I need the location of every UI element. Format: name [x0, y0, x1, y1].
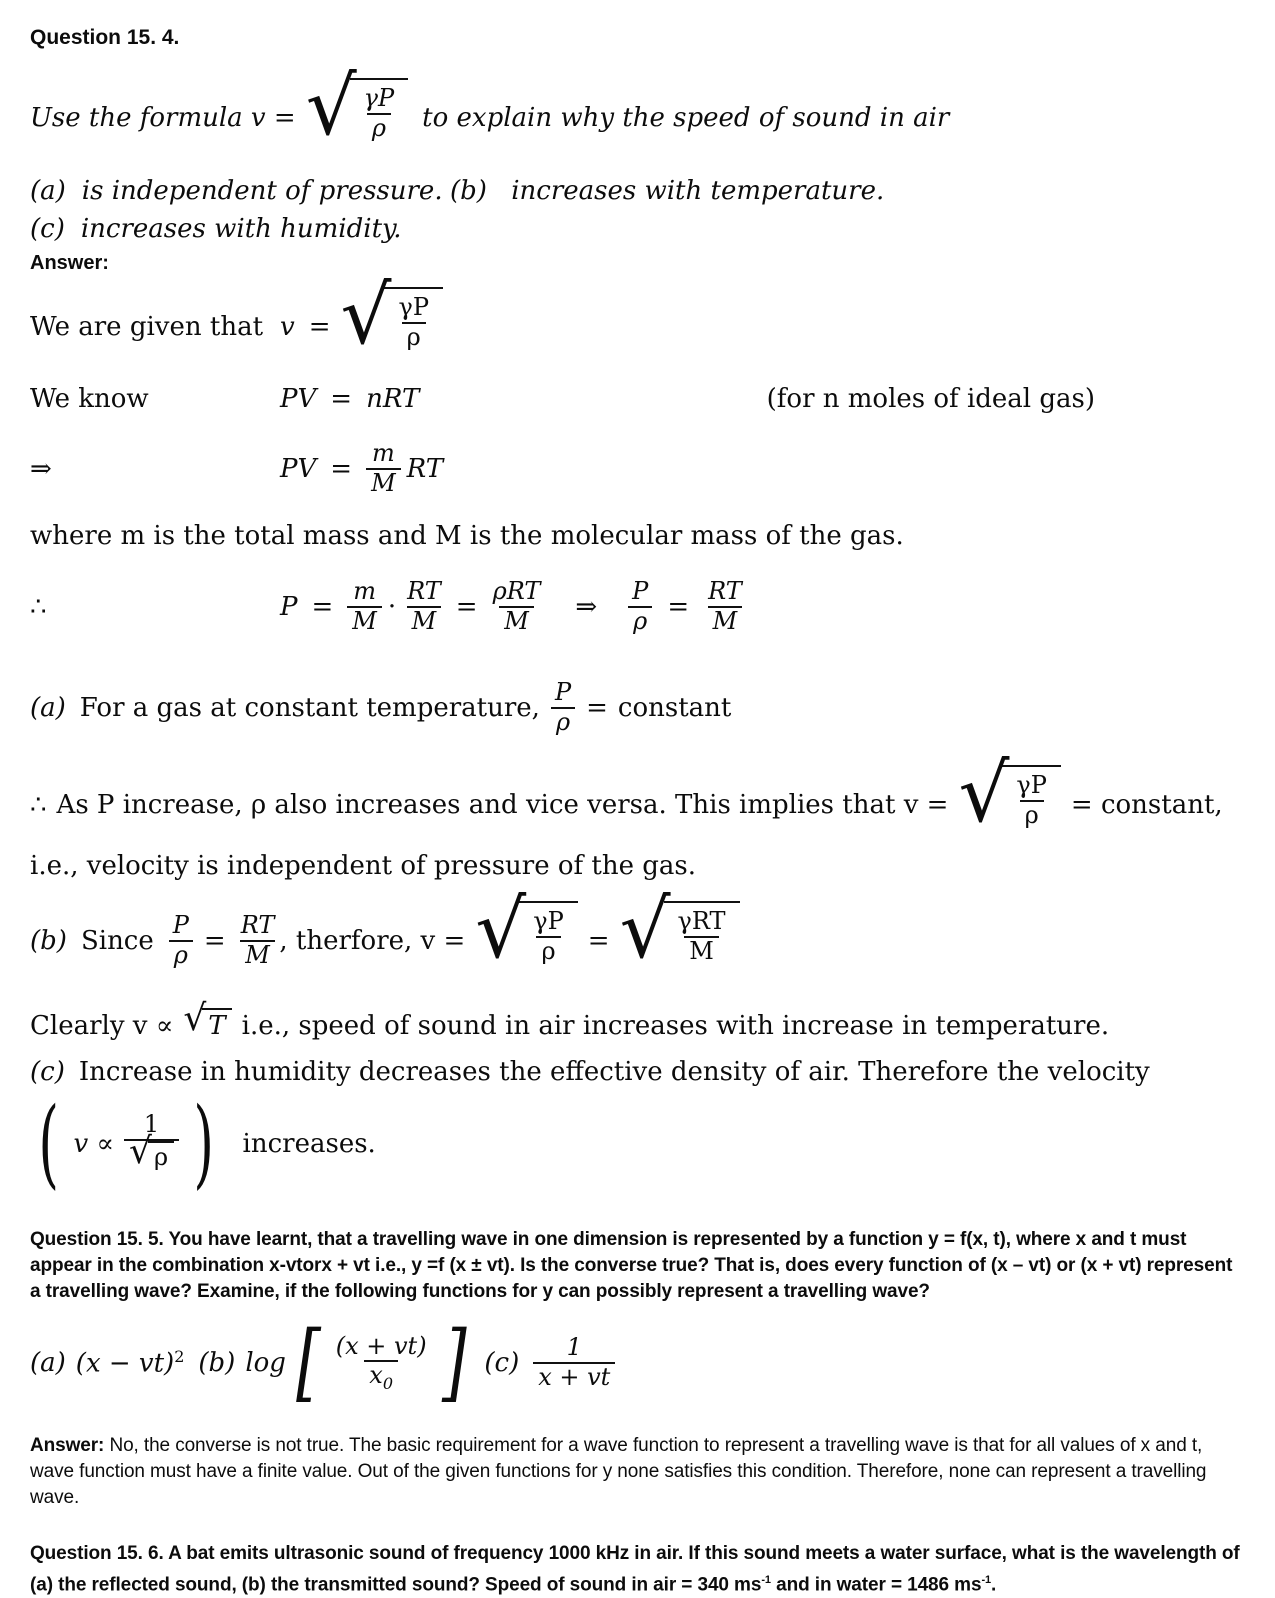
frac-num: RT: [407, 577, 441, 606]
frac-den: ρ: [367, 113, 391, 143]
part-b-since: Since: [80, 926, 154, 956]
part-c-label: (c): [30, 1057, 65, 1087]
tf-dot: ·: [387, 592, 397, 622]
part-b-eq1: =: [203, 926, 226, 956]
vp-post: increases.: [242, 1129, 376, 1159]
sqrt-gamma-p-over-rho: [340, 269, 443, 367]
radical-icon: √: [129, 1130, 152, 1172]
frac-num: γP: [363, 84, 395, 112]
func-a-base: (x − vt): [75, 1348, 175, 1379]
radical-icon: √: [475, 883, 527, 976]
frac-den: ρ: [536, 936, 560, 966]
part-b-mid: , therfore, v =: [279, 926, 466, 956]
frac-num: RT: [708, 577, 742, 606]
know-rhs: nRT: [366, 384, 420, 414]
sqrt-T: [183, 998, 231, 1044]
frac-num: γP: [1016, 771, 1047, 799]
open-paren-icon: (: [38, 1087, 60, 1200]
sqrt-rho: [129, 1130, 174, 1177]
q4-option-c: [30, 214, 1245, 244]
q4-know-row: [30, 377, 1245, 421]
implies-arrow-icon: ⇒: [575, 592, 598, 622]
func-a-expr: [76, 1347, 185, 1379]
q4-part-b-row: [30, 883, 1245, 987]
sqrt-rho-content: ρ: [148, 1141, 174, 1172]
part-a-text: For a gas at constant temperature,: [79, 693, 540, 723]
tf-eq2: =: [455, 592, 478, 622]
q4-part-a-row: [30, 665, 1245, 751]
imp-lhs: PV: [280, 454, 317, 484]
option-c-text: increases with humidity.: [80, 214, 402, 244]
frac-num: P: [172, 911, 189, 940]
radical-icon: √: [340, 269, 392, 362]
option-a-text: is independent of pressure.: [81, 176, 443, 206]
sqrt-T-content: T: [202, 1008, 231, 1041]
imp-post: RT: [406, 454, 444, 484]
know-equals: =: [330, 384, 353, 414]
frac-P-over-rho: [627, 578, 653, 635]
x0-subscript: 0: [382, 1374, 394, 1393]
question-15-6-heading: Question 15. 6.: [30, 1543, 164, 1564]
frac-num: RT: [240, 911, 275, 940]
frac-num: 1: [566, 1333, 582, 1362]
pressure-conclusion-post: = constant,: [1070, 790, 1223, 820]
sqrt-gamma-p-over-rho: [958, 747, 1060, 845]
q4-ie-line: i.e., velocity is independent of pressure of the gas.: [30, 851, 697, 881]
question-15-5-body: You have learnt, that a travelling wave in one dimension is represented by a function y = f(x, t), where x and t must appear in the combination x-vtorx + vt i.e., y =f (x ± vt). Is the converse true? That is, does every function of (x – vt) or (x + vt) represent a travelling wave? Examine, if the following functions for y can possibly represent a travelling wave?: [30, 1229, 1233, 1302]
frac-den: x + vt: [533, 1362, 615, 1392]
q4-where-line: where m is the total mass and M is the molecular mass of the gas.: [30, 521, 904, 551]
frac-den: M: [366, 468, 401, 498]
implies-arrow-icon: ⇒: [30, 454, 52, 484]
tf-eq1: =: [311, 592, 334, 622]
frac-num: γRT: [677, 907, 726, 935]
frac-den: M: [684, 936, 719, 966]
radical-icon: √: [619, 883, 671, 976]
know-lhs: PV: [280, 384, 317, 414]
option-b-text: increases with temperature.: [511, 176, 885, 206]
func-b-label: (b): [198, 1348, 236, 1378]
func-c-label: (c): [484, 1348, 520, 1378]
question-15-6-body-pre: A bat emits ultrasonic sound of frequency 1000 kHz in air. If this sound meets a water surface, what is the wavelength of (a) the reflected sound, (b) the transmitted sound? Speed of sound in air = 340 ms: [30, 1543, 1240, 1596]
given-text: We are given that: [30, 312, 264, 342]
frac-den: ρ: [169, 940, 193, 970]
know-note: (for n moles of ideal gas): [766, 384, 1095, 414]
frac-den: M: [407, 606, 442, 636]
clearly-pre: Clearly v ∝: [30, 1011, 174, 1041]
q4-implies-row: [30, 433, 1245, 505]
func-a-exponent: 2: [174, 1347, 185, 1367]
frac-den: ρ: [402, 322, 426, 352]
frac-den: ρ: [1020, 800, 1044, 830]
frac-num: γP: [398, 293, 429, 321]
part-c-text: Increase in humidity decreases the effective density of air. Therefore the velocity: [78, 1057, 1150, 1087]
frac-num: P: [632, 577, 649, 606]
frac-den: M: [347, 606, 382, 636]
part-b-eq2: =: [587, 926, 610, 956]
frac-m-over-M: [366, 440, 401, 497]
frac-num: (x + vt): [335, 1331, 427, 1360]
frac-den: ρ: [628, 606, 652, 636]
tf-lhs: P: [280, 592, 298, 622]
x0-base: x: [369, 1361, 383, 1390]
q4-intro-pre: Use the formula v =: [30, 103, 296, 133]
func-a-label: (a): [30, 1348, 66, 1378]
question-15-4-heading: Question 15. 4.: [30, 26, 180, 49]
q4-pressure-conclusion-row: [30, 747, 1245, 851]
q5-answer-label: Answer:: [30, 1435, 105, 1456]
question-15-6-body-end: .: [991, 1574, 997, 1596]
know-text: We know: [30, 384, 149, 414]
frac-den: ρ: [551, 707, 575, 737]
frac-m-over-M: [347, 578, 382, 635]
option-c-label: (c): [30, 214, 65, 244]
q4-option-b: [450, 176, 884, 206]
part-a-equals: =: [586, 693, 608, 723]
question-15-5-paragraph: [30, 1227, 1245, 1305]
frac-num: 1: [143, 1110, 160, 1139]
radical-icon: √: [183, 998, 207, 1039]
frac-num: m: [353, 577, 376, 606]
part-a-label: (a): [30, 693, 66, 723]
therefore-icon: ∴: [30, 592, 47, 622]
given-equals: =: [308, 312, 331, 342]
frac-RT-over-M: [236, 912, 280, 969]
ms-superscript: -1: [981, 1574, 992, 1586]
part-b-label: (b): [30, 926, 67, 956]
frac-den: [124, 1130, 179, 1177]
log-operator: log: [245, 1348, 286, 1378]
part-a-constant: constant: [617, 693, 732, 723]
q4-intro-formula-line: [30, 60, 1245, 166]
q4-options-row: [30, 176, 1245, 206]
radical-icon: √: [958, 747, 1010, 840]
frac-num: m: [371, 439, 395, 468]
frac-rhoRT-over-M: [488, 578, 546, 635]
q4-answer-label: Answer:: [30, 252, 109, 274]
q5-functions-row: [30, 1313, 1245, 1412]
frac-RT-over-M: [402, 578, 446, 635]
radical-icon: √: [305, 60, 357, 153]
sqrt-gamma-p-over-rho: [475, 883, 577, 981]
frac-num: P: [554, 678, 572, 707]
frac-P-over-rho: [550, 679, 576, 736]
clearly-post: i.e., speed of sound in air increases with increase in temperature.: [241, 1011, 1110, 1041]
question-15-6-paragraph: [30, 1541, 1245, 1598]
option-b-label: (b): [450, 176, 487, 206]
frac-den: M: [708, 606, 743, 636]
frac-1-over-sqrt-rho: [124, 1111, 179, 1177]
open-bracket-icon: [: [296, 1313, 321, 1412]
question-15-5-heading: Question 15. 5.: [30, 1229, 164, 1250]
question-15-6-body-mid: and in water = 1486 ms: [776, 1574, 982, 1596]
frac-den: M: [499, 606, 534, 636]
frac-den: M: [240, 940, 275, 970]
q4-velocity-proportion-row: [30, 1087, 1245, 1200]
given-lhs: v: [280, 312, 295, 342]
close-bracket-icon: ]: [441, 1313, 467, 1412]
frac-den: [364, 1360, 398, 1393]
q4-part-c-row: [30, 1057, 1245, 1087]
option-a-label: (a): [30, 176, 66, 206]
tf-eq3: =: [667, 592, 690, 622]
ms-superscript: -1: [761, 1574, 771, 1586]
close-paren-icon: ): [193, 1087, 215, 1200]
vp-pre: v ∝: [73, 1129, 115, 1159]
therefore-icon: ∴: [30, 790, 47, 820]
imp-equals: =: [330, 454, 353, 484]
q4-clearly-row: [30, 998, 1245, 1047]
frac-P-over-rho: [168, 912, 194, 969]
q5-answer-body: No, the converse is not true. The basic requirement for a wave function to represent a travelling wave is that for all values of x and t, wave function must have a finite value. Out of the given functions for y none satisfies this condition. Therefore, none can represent a travelling wave.: [30, 1435, 1207, 1508]
q5-answer-paragraph: [30, 1433, 1245, 1511]
q4-option-a: [30, 176, 450, 206]
frac-num: ρRT: [492, 577, 541, 606]
frac-num: γP: [533, 907, 564, 935]
pressure-conclusion-text: As P increase, ρ also increases and vice versa. This implies that v =: [56, 790, 949, 820]
q4-given-row: [30, 269, 1245, 373]
frac-RT-over-M: [703, 578, 747, 635]
q4-therefore-row: [30, 569, 1245, 645]
frac-x-plus-vt-over-x0: [331, 1333, 432, 1394]
sqrt-gamma-rt-over-m: [619, 883, 740, 981]
q4-intro-post: to explain why the speed of sound in air: [422, 103, 950, 133]
sqrt-gamma-p-over-rho: [305, 60, 408, 158]
frac-1-over-x-plus-vt: [533, 1334, 615, 1391]
